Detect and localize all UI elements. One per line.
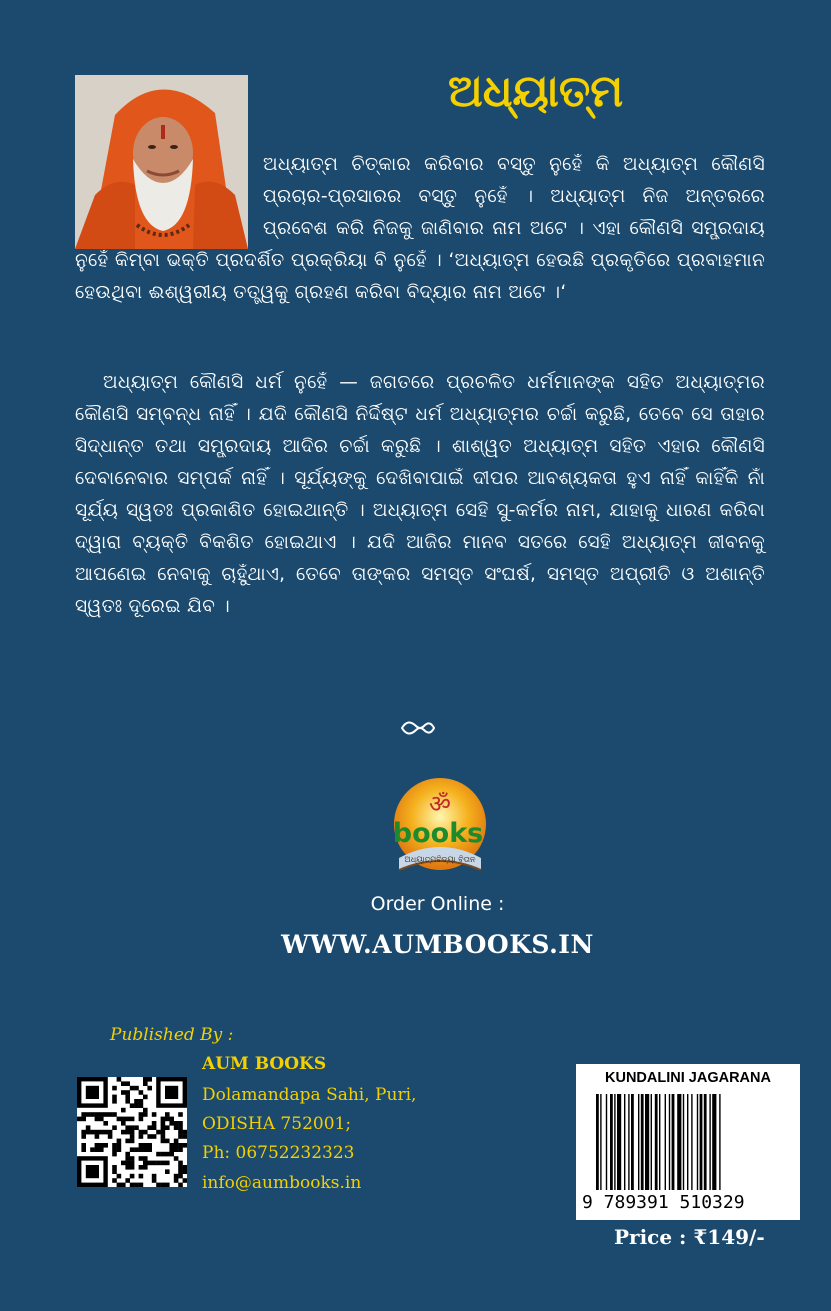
publisher-address-line2: ODISHA 752001; [202, 1114, 352, 1134]
qr-code[interactable] [77, 1077, 187, 1187]
barcode-digits: 9 789391 510329 [582, 1192, 745, 1213]
publisher-phone: Ph: 06752232323 [202, 1143, 355, 1163]
publisher-name: AUM BOOKS [202, 1054, 327, 1074]
aum-books-logo [381, 772, 499, 890]
publisher-email[interactable]: info@aumbooks.in [202, 1173, 362, 1193]
barcode-panel [576, 1064, 800, 1220]
order-online-label: Order Online : [370, 893, 505, 915]
body-paragraph: ଅଧ୍ୟାତ୍ମ କୌଣସି ଧର୍ମ ନୁହେଁ — ଜଗତରେ ପ୍ରଚଳିତ ଧର୍ମମାନଙ୍କ ସହିତ ଅଧ୍ୟାତ୍ମର କୌଣସି ସମ୍ବନ୍ଧ ନାହିଁ । ଯଦି କୌଣସି ନିର୍ଦ୍ଦିଷ୍ଟ ଧର୍ମ ଅଧ୍ୟାତ୍ମର ଚର୍ଚ୍ଚା କରୁଛି, ତେବେ ସେ ତାହାର ସିଦ୍ଧାନ୍ତ ତଥା ସମ୍ପ୍ରଦାୟ ଆଦିର ଚର୍ଚ୍ଚା କରୁଛି । ଶାଶ୍ୱତ ଅଧ୍ୟାତ୍ମ ସହିତ ଏହାର କୌଣସି ଦେବାନେବାର ସମ୍ପର୍କ ନାହିଁ । ସୂର୍ଯ୍ୟଙ୍କୁ ଦେଖିବାପାଇଁ ଦୀପର ଆବଶ୍ୟକତା ହୁଏ ନାହିଁ କାହିଁକି ନାଁ ସୂର୍ଯ୍ୟ ସ୍ୱତଃ ପ୍ରକାଶିତ ହୋଇଥାନ୍ତି । ଅଧ୍ୟାତ୍ମ ସେହି ସୁ-କର୍ମର ନାମ, ଯାହାକୁ ଧାରଣ କରିବା ଦ୍ୱାରା ବ୍ୟକ୍ତି ବିକଶିତ ହୋଇଥାଏ । ଯଦି ଆଜିର ମାନବ ସତରେ ସେହି ଅଧ୍ୟାତ୍ମ ଜୀବନକୁ ଆପଣେଇ ନେବାକୁ ଚାହୁଁଥାଏ, ତେବେ ତାଙ୍କର ସମସ୍ତ ସଂଘର୍ଷ, ସମସ୍ତ ଅପ୍ରୀତି ଓ ଅଶାନ୍ତି ସ୍ୱତଃ ଦୂରେଇ ଯିବ । [75, 372, 765, 617]
intro-paragraph [75, 149, 765, 309]
publisher-address-line1: Dolamandapa Sahi, Puri, [202, 1085, 417, 1105]
logo-text: books [392, 818, 484, 849]
barcode-bars [596, 1094, 780, 1190]
om-symbol: ॐ [429, 790, 451, 818]
photo-wrap-spacer [75, 149, 263, 245]
book-title: ଅଧ୍ୟାତ୍ମ [448, 66, 624, 117]
logo-tagline: ଅଧ୍ୟାତ୍ମବିଦ୍ୟା ବିତାନ [404, 855, 476, 864]
ornament-divider-icon [398, 716, 438, 740]
price: Price : ₹149/- [614, 1225, 765, 1249]
intro-paragraph-text: ଅଧ୍ୟାତ୍ମ ଚିତ୍କାର କରିବାର ବସ୍ତୁ ନୁହେଁ କି ଅଧ୍ୟାତ୍ମ କୌଣସି ପ୍ରଚାର-ପ୍ରସାରର ବସ୍ତୁ ନୁହେଁ । ଅଧ୍ୟାତ୍ମ ନିଜ ଅନ୍ତରରେ ପ୍ରବେଶ କରି ନିଜକୁ ଜାଣିବାର ନାମ ଅଟେ । ଏହା କୌଣସି ସମ୍ପ୍ରଦାୟ ନୁହେଁ କିମ୍ବା ଭକ୍ତି ପ୍ରଦର୍ଶିତ ପ୍ରକ୍ରିୟା ବି ନୁହେଁ । ‘ଅଧ୍ୟାତ୍ମ ହେଉଛି ପ୍ରକୃତିରେ ପ୍ରବାହମାନ ହେଉଥିବା ଈଶ୍ୱରୀୟ ତତ୍ତ୍ୱକୁ ଗ୍ରହଣ କରିବା ବିଦ୍ୟାର ନାମ ଅଟେ ।‘ [75, 154, 765, 303]
website-link[interactable]: WWW.AUMBOOKS.IN [281, 930, 594, 959]
published-by-label: Published By : [110, 1025, 234, 1045]
barcode-title: KUNDALINI JAGARANA [605, 1070, 771, 1086]
